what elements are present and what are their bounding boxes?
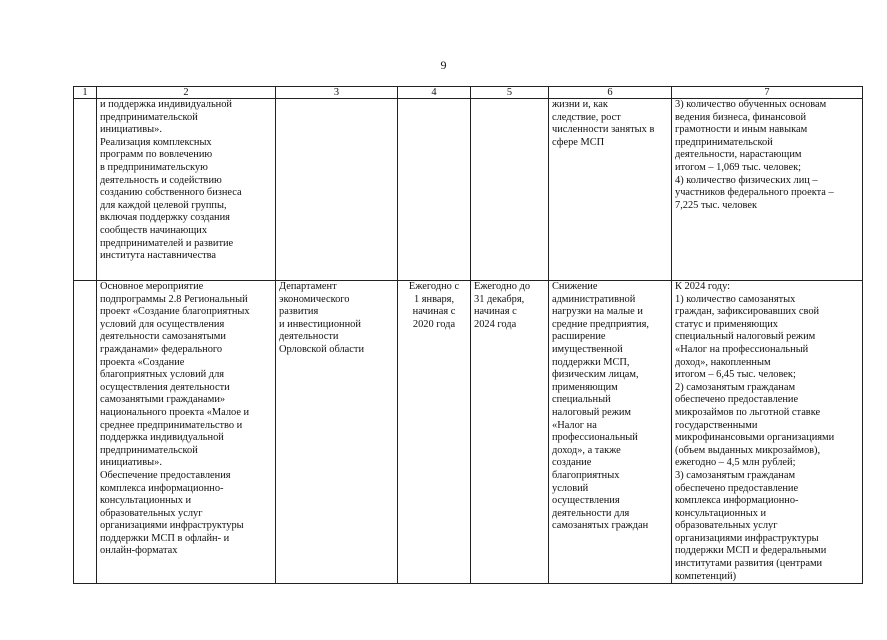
cell-number (74, 281, 97, 584)
column-header: 7 (672, 87, 863, 99)
column-header: 5 (471, 87, 549, 99)
cell-executor: Департамент экономического развития и инвестиционной деятельности Орловской области (276, 281, 398, 584)
cell-result: жизни и, как следствие, рост численности занятых в сфере МСП (549, 99, 672, 281)
cell-start (398, 99, 471, 281)
table-header-row (74, 87, 863, 99)
cell-end: Ежегодно до 31 декабря, начиная с 2024 года (471, 281, 549, 584)
cell-number (74, 99, 97, 281)
column-header: 6 (549, 87, 672, 99)
cell-start: Ежегодно с 1 января, начиная с 2020 года (398, 281, 471, 584)
cell-end (471, 99, 549, 281)
column-header: 2 (97, 87, 276, 99)
table-row (74, 99, 863, 281)
column-header: 1 (74, 87, 97, 99)
cell-activity: и поддержка индивидуальной предпринимательской инициативы». Реализация комплексных программ по вовлечению в предпринимательскую деятельность и содействию созданию собственного бизнеса для каждой целевой группы, включая поддержку создания сообществ начинающих предпринимателей и развитие института наставничества (97, 99, 276, 281)
column-header: 4 (398, 87, 471, 99)
cell-indicators: 3) количество обученных основам ведения бизнеса, финансовой грамотности и иным навыкам предпринимательской деятельности, нарастающим итогом – 1,069 тыс. человек; 4) количество физических лиц – участников федерального проекта – 7,225 тыс. человек (672, 99, 863, 281)
table-row (74, 281, 863, 584)
page-number: 9 (440, 58, 447, 72)
program-table (73, 86, 863, 584)
cell-indicators: К 2024 году: 1) количество самозанятых граждан, зафиксировавших свой статус и применяющих специальный налоговый режим «Налог на профессиональный доход», накопленным итогом – 6,45 тыс. человек; 2) самозанятым гражданам обеспечено предоставление микрозаймов по льготной ставке государственными микрофинансовыми организациями (объем выданных микрозаймов), ежегодно – 4,5 млн рублей; 3) самозанятым гражданам обеспечено предоставление комплекса информационно- консультационных и образовательных услуг организациями инфраструктуры поддержки МСП и федеральными институтами развития (центрами компетенций) (672, 281, 863, 584)
cell-activity: Основное мероприятие подпрограммы 2.8 Региональный проект «Создание благоприятных условий для осуществления деятельности самозанятыми гражданами» федерального проекта «Создание благоприятных условий для осуществления деятельности самозанятыми гражданами» национального проекта «Малое и среднее предпринимательство и поддержка индивидуальной предпринимательской инициативы». Обеспечение предоставления комплекса информационно- консультационных и образовательных услуг организациями инфраструктуры поддержки МСП в офлайн- и онлайн-форматах (97, 281, 276, 584)
cell-result: Снижение административной нагрузки на малые и средние предприятия, расширение имущественной поддержки МСП, физическим лицам, применяющим специальный налоговый режим «Налог на профессиональный доход», а также создание благоприятных условий осуществления деятельности для самозанятых граждан (549, 281, 672, 584)
cell-executor (276, 99, 398, 281)
column-header: 3 (276, 87, 398, 99)
